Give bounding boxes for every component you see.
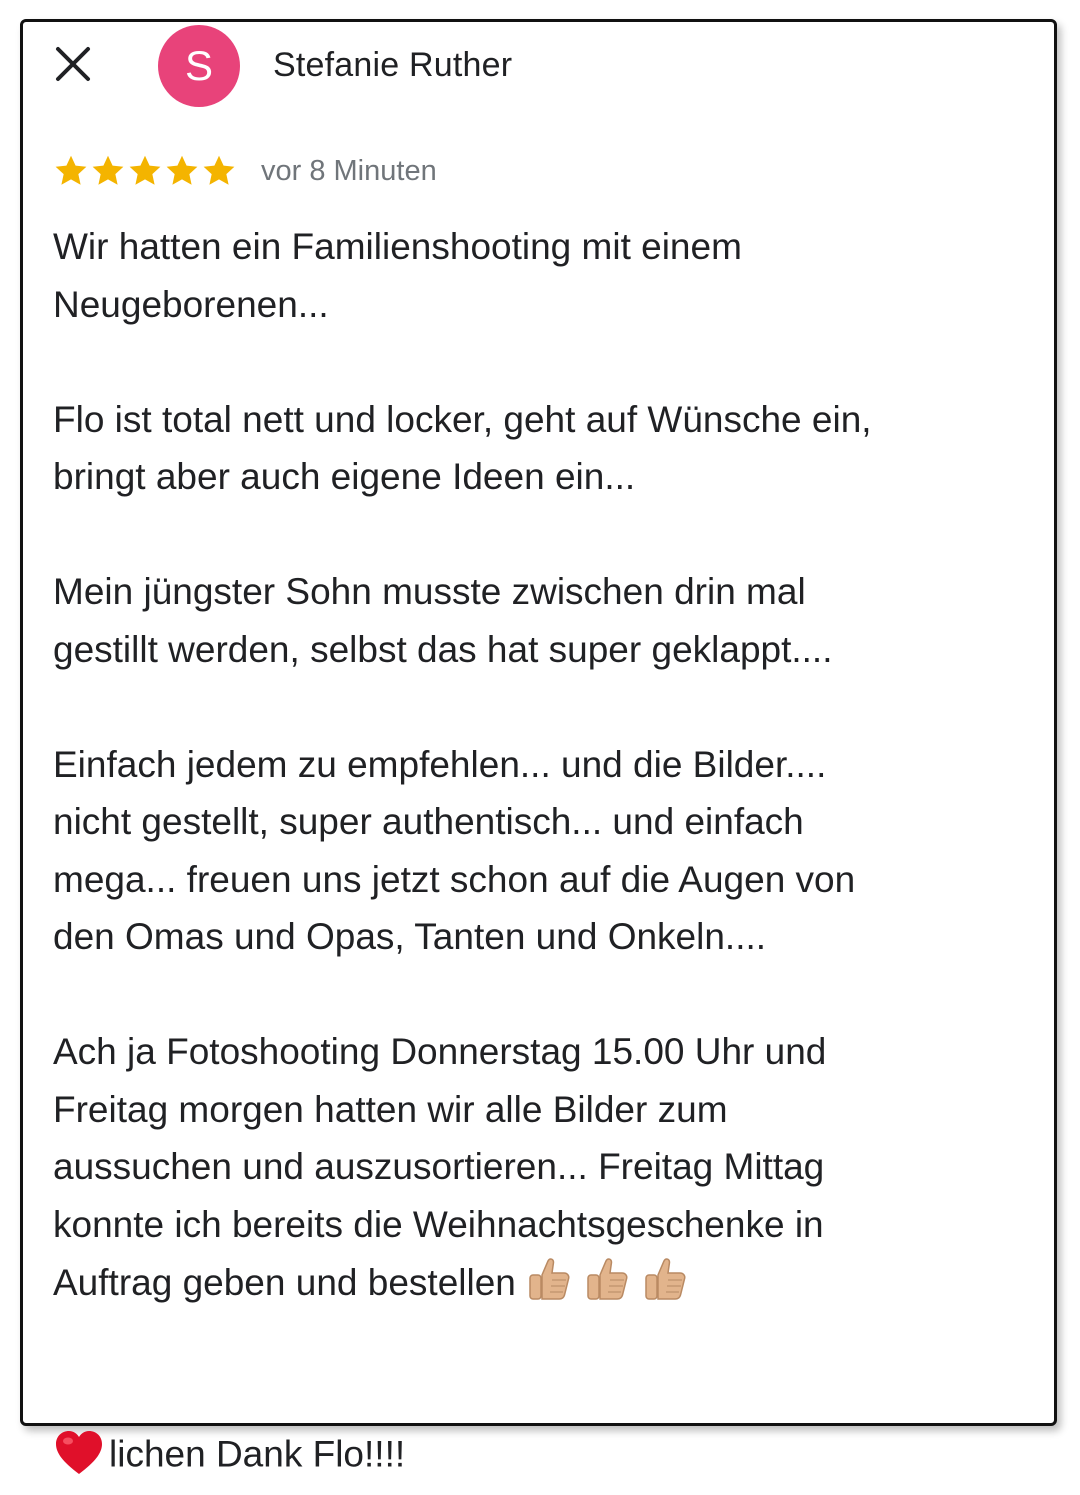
review-paragraph: Wir hatten ein Familienshooting mit einem Neugeborenen... xyxy=(53,226,742,325)
review-paragraph-text: Ach ja Fotoshooting Donnerstag 15.00 Uhr und Freitag morgen hatten wir alle Bilder zum aussuchen und auszusortieren... Freitag Mittag konnte ich bereits die Weihnachtsgeschenke in Auftrag geben und bestellen xyxy=(53,1031,827,1303)
review-header xyxy=(23,22,1054,122)
thumbs-up-icon xyxy=(580,1253,632,1305)
review-paragraph: Flo ist total nett und locker, geht auf Wünsche ein, bringt aber auch eigene Ideen ein... xyxy=(53,398,872,497)
avatar[interactable] xyxy=(158,25,240,107)
avatar-initial: S xyxy=(184,42,213,89)
thumbs-up-icon xyxy=(522,1253,574,1305)
star-icon xyxy=(201,153,237,189)
thumbs-up-group xyxy=(516,1262,690,1303)
star-icon xyxy=(127,153,163,189)
heart-icon xyxy=(53,1369,105,1421)
review-meta xyxy=(53,150,437,192)
review-time: vor 8 Minuten xyxy=(261,154,437,187)
closing-text: lichen Dank Flo!!!! xyxy=(109,1433,406,1475)
thumbs-up-icon xyxy=(638,1253,690,1305)
star-rating xyxy=(53,153,237,189)
star-icon xyxy=(53,153,89,189)
reviewer-name[interactable]: Stefanie Ruther xyxy=(273,46,513,84)
star-icon xyxy=(164,153,200,189)
star-icon xyxy=(90,153,126,189)
review-paragraph-with-emoji xyxy=(53,1023,1033,1312)
review-closing xyxy=(53,1369,1033,1483)
review-body xyxy=(53,218,1033,1483)
close-button[interactable] xyxy=(53,44,93,84)
review-paragraph: Mein jüngster Sohn musste zwischen drin mal gestillt werden, selbst das hat super geklappt.... xyxy=(53,571,833,670)
review-paragraph: Einfach jedem zu empfehlen... und die Bilder.... nicht gestellt, super authentisch... und einfach mega... freuen uns jetzt schon auf die Augen von den Omas und Opas, Tanten und Onkeln.... xyxy=(53,743,856,957)
close-icon xyxy=(53,44,93,84)
review-card xyxy=(20,19,1057,1475)
